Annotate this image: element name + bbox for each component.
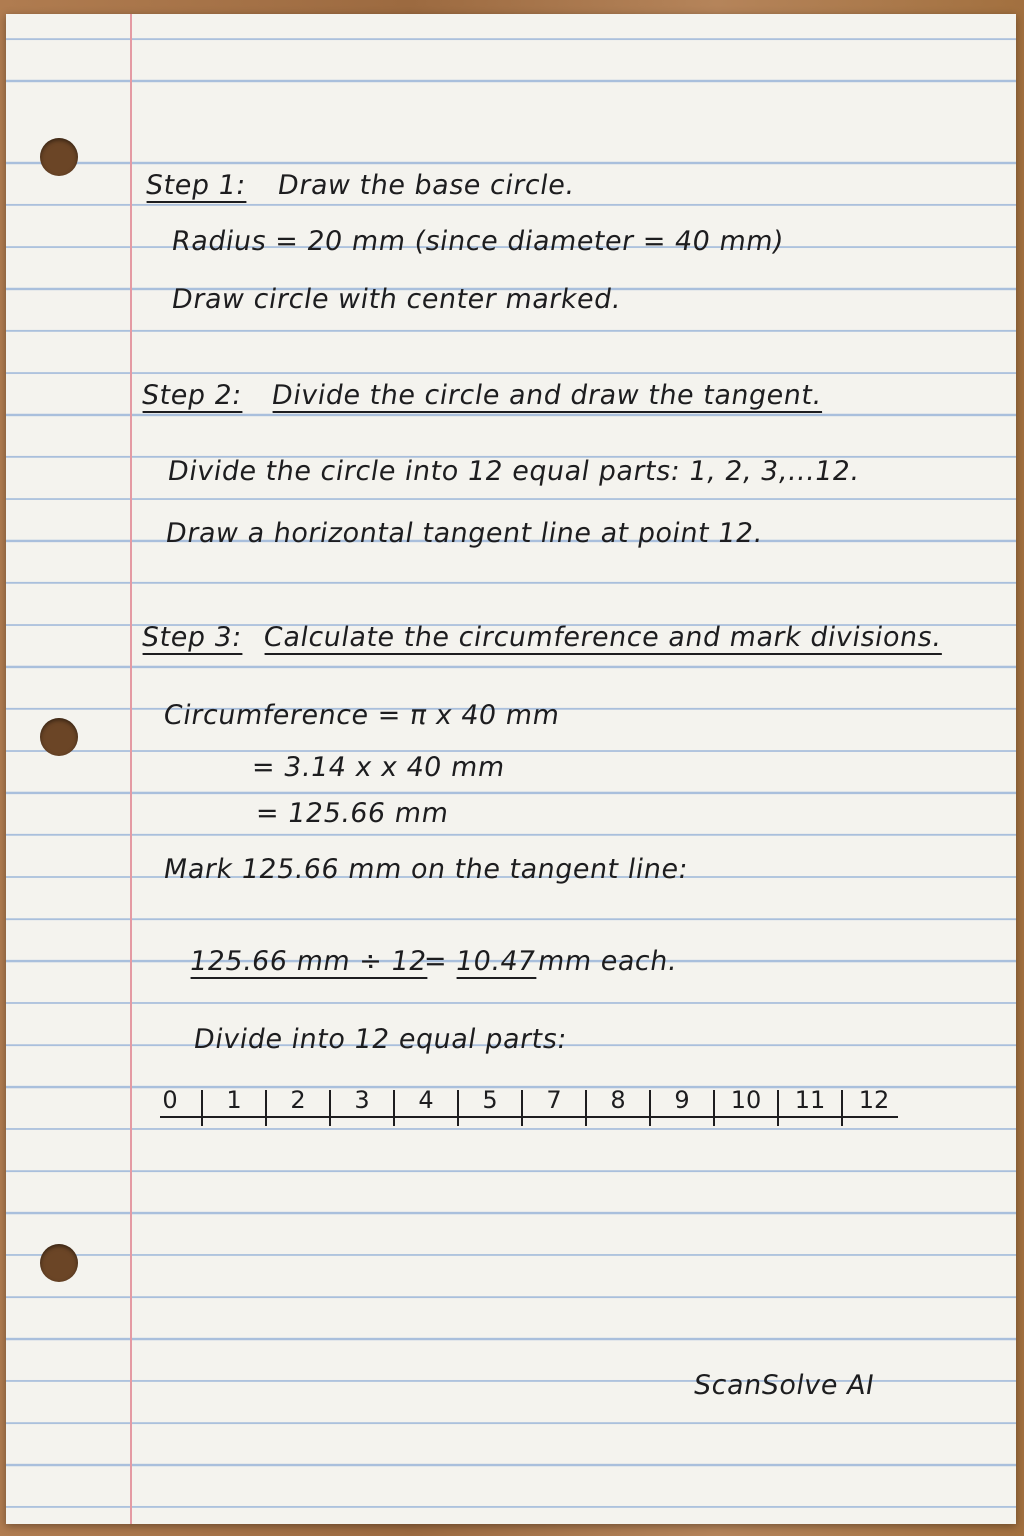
division-result: 10.47 [455,946,537,977]
division-expression: 125.66 mm ÷ 12 [189,946,428,977]
scale-label: 2 [290,1086,306,1114]
step2-title: Divide the circle and draw the tangent. [271,380,823,411]
scale-tick [649,1090,651,1126]
scale-label: 9 [674,1086,690,1114]
step2-line1: Divide the circle into 12 equal parts: 1, 2, 3,...12. [167,456,861,487]
binder-hole-bottom [40,1244,78,1282]
scale-tick [393,1090,395,1126]
circumference-line1: Circumference = π x 40 mm [163,700,560,731]
scale-tick [585,1090,587,1126]
scale-label: 4 [418,1086,434,1114]
divide-label: Divide into 12 equal parts: [193,1024,568,1055]
scale-tick [457,1090,459,1126]
step1-title: Draw the base circle. [277,170,575,201]
step3-heading: Step 3: [141,622,243,653]
circumference-line2: = 3.14 x x 40 mm [251,752,506,783]
scale-tick [329,1090,331,1126]
division-unit: mm each. [537,946,678,977]
step1-line2: Draw circle with center marked. [171,284,622,315]
scale-tick [713,1090,715,1126]
circumference-line3: = 125.66 mm [255,798,449,829]
tangent-line [160,1116,898,1118]
step2-line2: Draw a horizontal tangent line at point 12. [165,518,764,549]
mark-instruction: Mark 125.66 mm on the tangent line: [163,854,689,885]
scale-label: 11 [794,1086,826,1114]
step2-heading: Step 2: [141,380,243,411]
scale-label: 3 [354,1086,370,1114]
scale-label: 0 [162,1086,178,1114]
scale-tick [521,1090,523,1126]
binder-hole-middle [40,718,78,756]
scale-label: 5 [482,1086,498,1114]
step1-heading: Step 1: [145,170,247,201]
scale-tick [265,1090,267,1126]
scale-tick [201,1090,203,1126]
division-equals: = [423,946,448,977]
notebook-paper [6,14,1016,1524]
binder-hole-top [40,138,78,176]
margin-line [130,14,132,1524]
scale-label: 8 [610,1086,626,1114]
step3-title: Calculate the circumference and mark divisions. [263,622,942,653]
scale-tick [777,1090,779,1126]
watermark: ScanSolve AI [693,1370,875,1401]
scale-tick [841,1090,843,1126]
scale-label: 12 [858,1086,890,1114]
scale-label: 7 [546,1086,562,1114]
scale-label: 10 [730,1086,762,1114]
step1-line1: Radius = 20 mm (since diameter = 40 mm) [171,226,785,257]
scale-label: 1 [226,1086,242,1114]
